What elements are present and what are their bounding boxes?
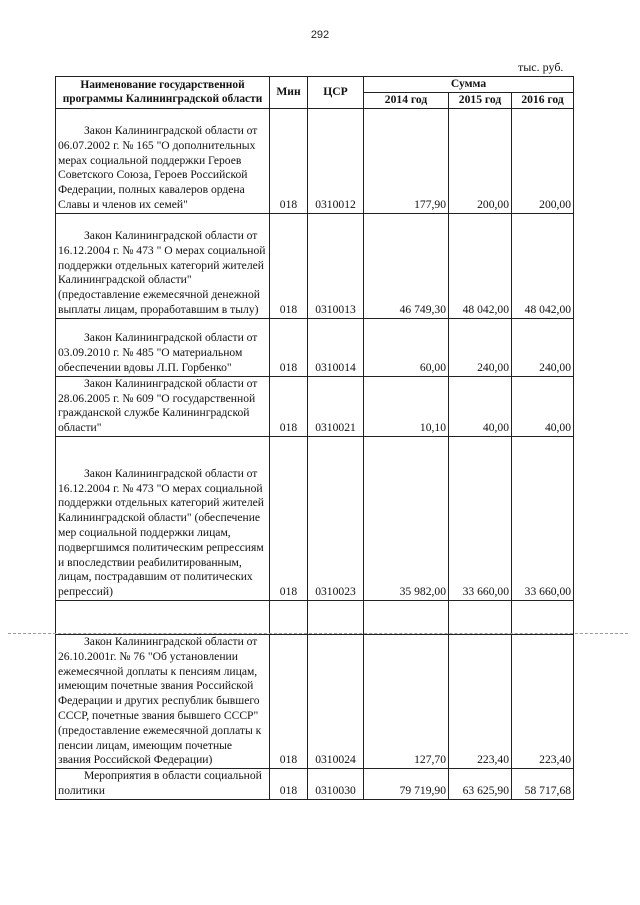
- row-amount-2016: 223,40: [512, 634, 574, 768]
- row-amount-2016: 200,00: [512, 108, 574, 213]
- row-csr: 0310021: [308, 376, 364, 436]
- row-ministry: 018: [270, 436, 308, 600]
- table-row: [56, 213, 574, 318]
- scan-divider-line: [8, 633, 628, 634]
- header-year-2015: 2015 год: [449, 93, 512, 109]
- row-amount-2014: 177,90: [364, 108, 449, 213]
- row-ministry: 018: [270, 769, 308, 800]
- row-amount-2015: 40,00: [449, 376, 512, 436]
- row-csr: 0310024: [308, 634, 364, 768]
- row-amount-2015: 48 042,00: [449, 213, 512, 318]
- row-amount-2015: 240,00: [449, 318, 512, 376]
- row-amount-2016: 58 717,68: [512, 769, 574, 800]
- row-csr: 0310012: [308, 108, 364, 213]
- row-ministry: 018: [270, 213, 308, 318]
- row-amount-2016: 48 042,00: [512, 213, 574, 318]
- row-csr: 0310030: [308, 769, 364, 800]
- table-row: [56, 436, 574, 600]
- row-program-name: Закон Калининградской области от 28.06.2005 г. № 609 "О государственной гражданской службе Калининградской области": [56, 376, 270, 436]
- row-amount-2014: 35 982,00: [364, 436, 449, 600]
- table-row: [56, 108, 574, 213]
- row-program-name: Закон Калининградской области от 03.09.2010 г. № 485 "О материальном обеспечении вдовы Л.П. Горбенко": [56, 318, 270, 376]
- row-ministry: 018: [270, 634, 308, 768]
- table-row: [56, 769, 574, 800]
- row-program-name: Закон Калининградской области от 06.07.2002 г. № 165 "О дополнительных мерах социальной поддержки Героев Советского Союза, Героев Российской Федерации, полных кавалеров ордена Славы и членов их семей": [56, 108, 270, 213]
- row-ministry: 018: [270, 376, 308, 436]
- row-csr: 0310013: [308, 213, 364, 318]
- row-ministry: 018: [270, 318, 308, 376]
- units-label: тыс. руб.: [518, 60, 564, 74]
- row-amount-2014: 127,70: [364, 634, 449, 768]
- header-year-2016: 2016 год: [512, 93, 574, 109]
- table-row-empty: [56, 600, 574, 634]
- row-csr: 0310023: [308, 436, 364, 600]
- row-amount-2014: 46 749,30: [364, 213, 449, 318]
- row-program-name: Мероприятия в области социальной политики: [56, 769, 270, 800]
- row-amount-2014: 79 719,90: [364, 769, 449, 800]
- header-year-2014: 2014 год: [364, 93, 449, 109]
- row-amount-2014: 60,00: [364, 318, 449, 376]
- header-sum: Сумма: [364, 77, 574, 93]
- row-amount-2015: 223,40: [449, 634, 512, 768]
- header-program-name: Наименование государственной программы Калининградской области: [56, 77, 270, 109]
- row-amount-2016: 40,00: [512, 376, 574, 436]
- header-ministry: Мин: [270, 77, 308, 109]
- row-amount-2014: 10,10: [364, 376, 449, 436]
- page-number: 292: [310, 29, 330, 41]
- row-program-name: Закон Калининградской области от 26.10.2001г. № 76 "Об установлении ежемесячной доплаты к пенсиям лицам, имеющим почетные звания Российской Федерации и других республик бывшего СССР, почетные звания бывшего СССР" (предоставление ежемесячной доплаты к пенсии лицам, имеющим почетные звания Российской Федерации): [56, 634, 270, 768]
- row-amount-2015: 200,00: [449, 108, 512, 213]
- header-csr: ЦСР: [308, 77, 364, 109]
- table-row: [56, 318, 574, 376]
- row-csr: 0310014: [308, 318, 364, 376]
- row-amount-2016: 240,00: [512, 318, 574, 376]
- row-ministry: 018: [270, 108, 308, 213]
- table-row: [56, 376, 574, 436]
- row-amount-2015: 63 625,90: [449, 769, 512, 800]
- table-row: [56, 634, 574, 768]
- row-amount-2016: 33 660,00: [512, 436, 574, 600]
- row-program-name: Закон Калининградской области от 16.12.2004 г. № 473 "О мерах социальной поддержки отдельных категорий жителей Калининградской области" (обеспечение мер социальной поддержки лицам, подвергшимся политическим репрессиям и впоследствии реабилитированным, лицам, пострадавшим от политических репрессий): [56, 436, 270, 600]
- budget-table: [55, 76, 574, 800]
- row-program-name: Закон Калининградской области от 16.12.2004 г. № 473 " О мерах социальной поддержки отдельных категорий жителей Калининградской области" (предоставление ежемесячной денежной выплаты лицам, проработавшим в тылу): [56, 213, 270, 318]
- row-amount-2015: 33 660,00: [449, 436, 512, 600]
